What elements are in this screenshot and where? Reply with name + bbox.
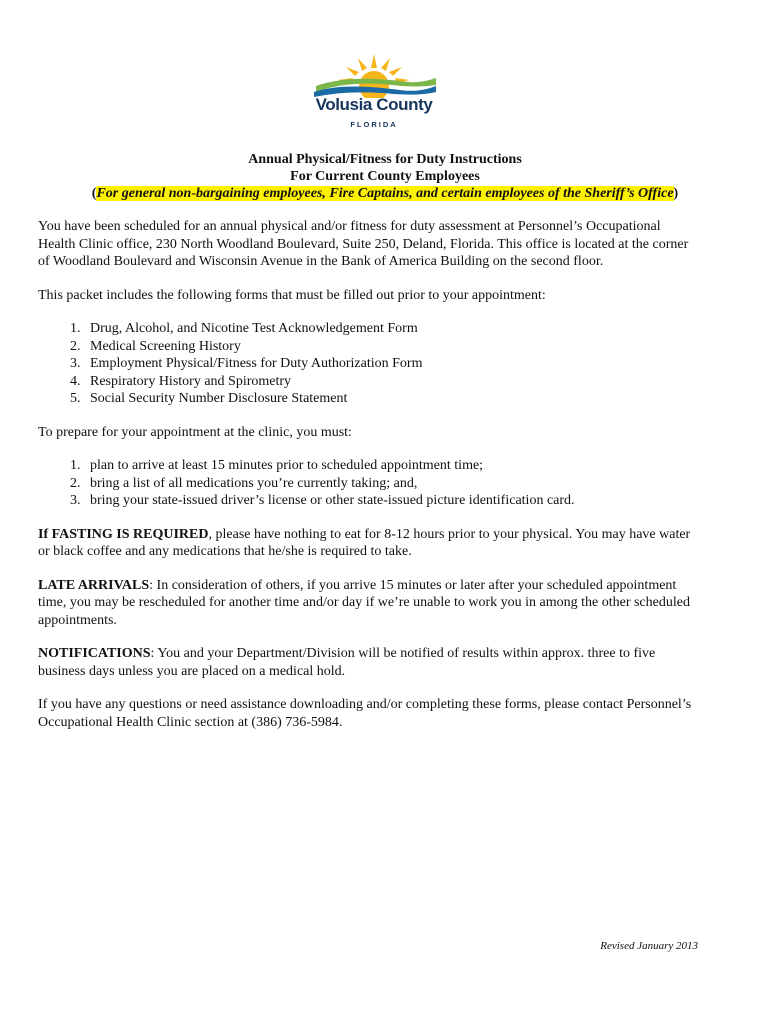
intro-paragraph: You have been scheduled for an annual physical and/or fitness for duty assessment at Personnel’s Occupational Health Clinic office, 230 North Woodland Boulevard, Suite 250, Deland, Florida. This office is located at the corner of Woodland Boulevard and Wisconsin Avenue in the Bank of America Building on the second floor. [38,219,689,269]
forms-list [38,320,698,408]
document-body [38,218,698,747]
logo-name: Volusia County [315,95,433,114]
fasting-text: , please have nothing to eat for 8-12 hours prior to your physical. You may have water or black coffee and any medications that he/she is required to take. [38,526,691,559]
prepare-steps-list [38,457,698,510]
prepare-intro: To prepare for your appointment at the clinic, you must: [38,424,352,440]
heading-line-3 [38,185,732,202]
volusia-county-logo [308,52,440,130]
sun-waves-icon [308,52,440,98]
list-item: 2. bring a list of all medications you’re currently taking; and, [84,475,698,493]
list-item: 3. bring your state-issued driver’s license or other state-issued picture identification card. [84,492,698,510]
logo-subtitle: FLORIDA [350,120,398,129]
heading-paren-open: ( [91,186,97,201]
heading-line-1: Annual Physical/Fitness for Duty Instructions [248,152,522,167]
heading-paren-close: ) [673,186,679,201]
list-item: 1. plan to arrive at least 15 minutes prior to scheduled appointment time; [84,457,698,475]
list-item: 4. Respiratory History and Spirometry [84,373,698,391]
list-item: 5. Social Security Number Disclosure Statement [84,390,698,408]
fasting-label: If FASTING IS REQUIRED [38,526,209,542]
list-item: 2. Medical Screening History [84,338,698,356]
heading-line-2: For Current County Employees [290,169,480,184]
fasting-paragraph [38,526,698,561]
notifications-paragraph [38,645,698,680]
notifications-text: : You and your Department/Division will be notified of results within approx. three to five business days unless you are placed on a medical hold. [38,646,656,679]
revision-date: Revised January 2013 [600,940,698,952]
packet-intro: This packet includes the following forms that must be filled out prior to your appointment: [38,287,546,303]
document-heading [38,151,732,202]
contact-paragraph: If you have any questions or need assistance downloading and/or completing these forms, please contact Personnel’s Occupational Health Clinic section at (386) 736-5984. [38,697,692,730]
late-arrivals-paragraph [38,577,698,630]
late-arrivals-label: LATE ARRIVALS [38,577,150,593]
highlighted-eligibility-note: For general non-bargaining employees, Fire Captains, and certain employees of the Sheriff’s Office [96,186,674,201]
late-arrivals-text: : In consideration of others, if you arrive 15 minutes or later after your scheduled appointment time, you may be rescheduled for another time and/or day if we’re unable to work you in among the other scheduled appointments. [38,577,690,628]
notifications-label: NOTIFICATIONS [38,646,151,661]
list-item: 1. Drug, Alcohol, and Nicotine Test Acknowledgement Form [84,320,698,338]
list-item: 3. Employment Physical/Fitness for Duty Authorization Form [84,355,698,373]
